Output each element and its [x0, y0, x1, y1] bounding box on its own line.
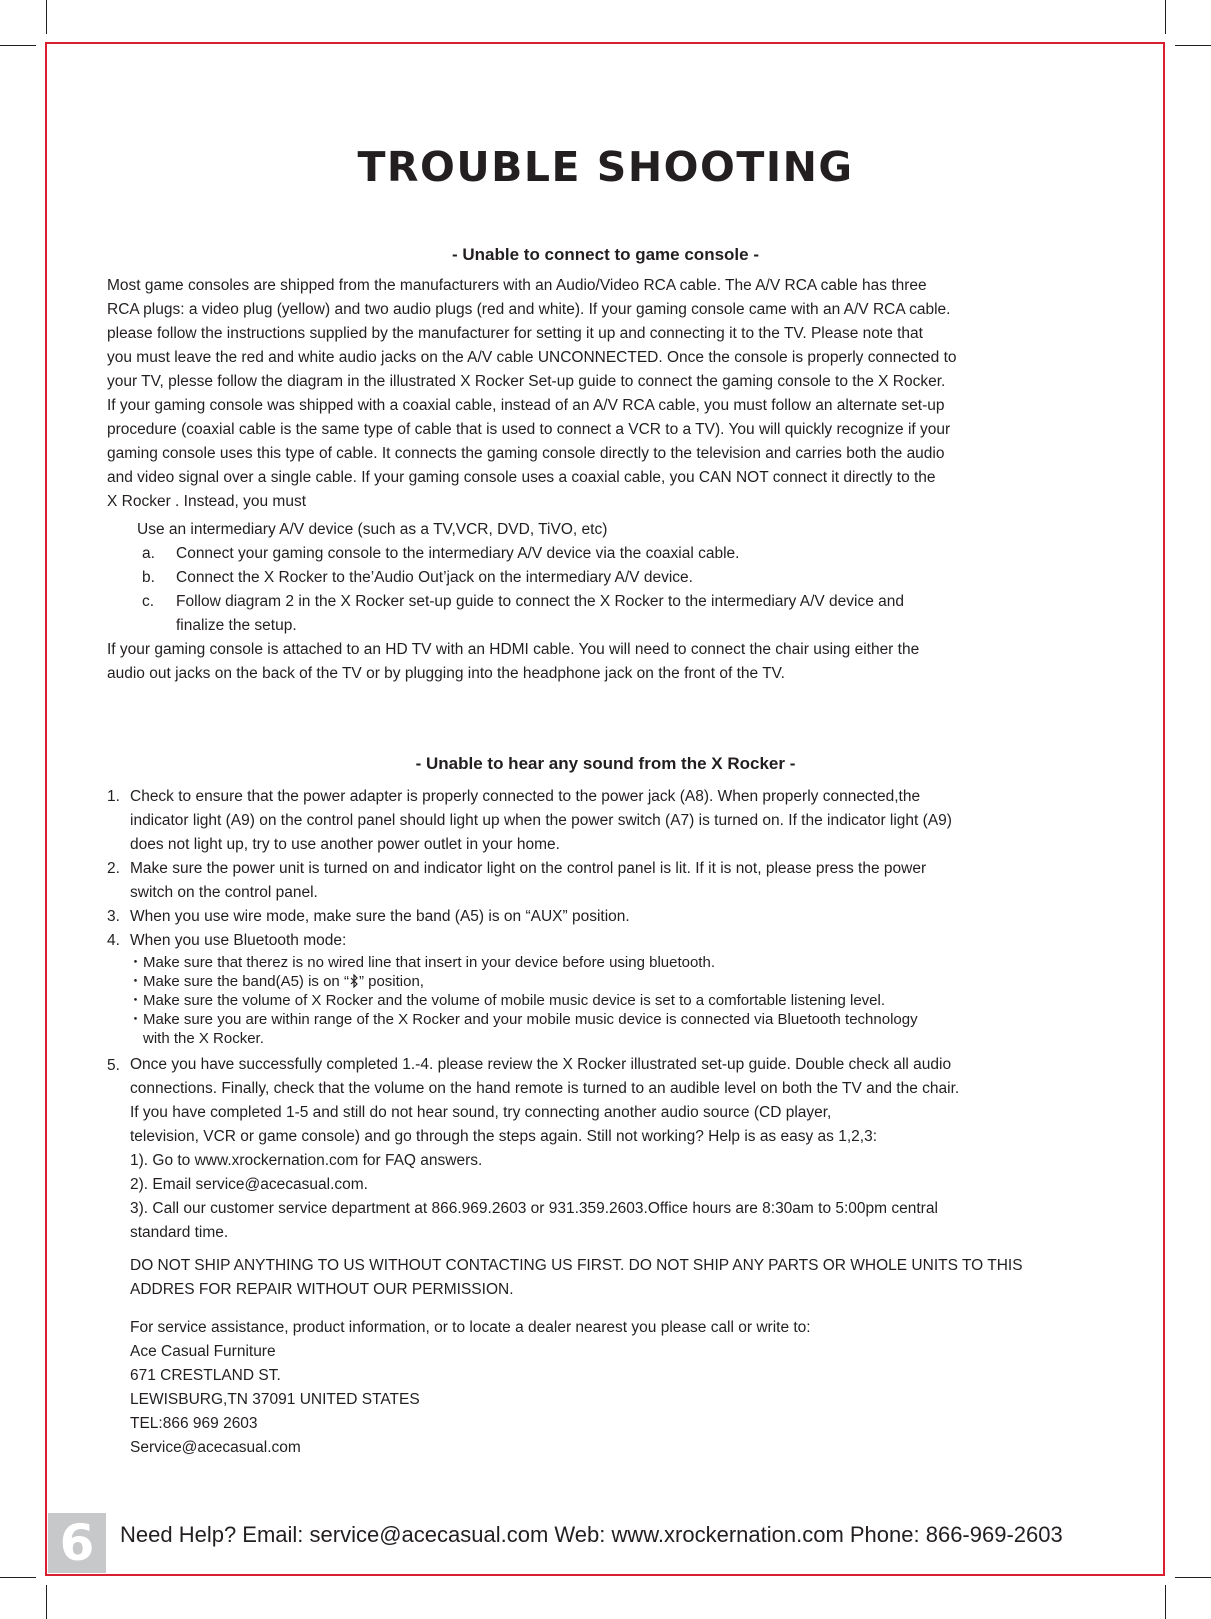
game-console-paragraph	[107, 274, 957, 514]
paragraph-line: Most game consoles are shipped from the manufacturers with an Audio/Video RCA cable. The A/V RCA cable has three	[107, 277, 927, 294]
bullet-text: ・Make sure the band(A5) is on “	[128, 973, 349, 990]
contact-info	[130, 1316, 811, 1460]
contact-line: For service assistance, product information, or to locate a dealer nearest you please call or write to:	[130, 1319, 811, 1336]
contact-address: 671 CRESTLAND ST.	[130, 1367, 281, 1384]
troubleshoot-item-4	[130, 929, 346, 953]
bluetooth-bullet-continued: with the X Rocker.	[143, 1030, 264, 1047]
step-letter: c.	[142, 593, 155, 610]
item-number: 4.	[107, 932, 120, 949]
troubleshoot-item-3	[130, 905, 630, 929]
bullet-text: ” position,	[358, 973, 424, 990]
warning-line: ADDRES FOR REPAIR WITHOUT OUR PERMISSION.	[130, 1281, 514, 1298]
step-text: finalize the setup.	[176, 617, 297, 634]
section-heading-no-sound: - Unable to hear any sound from the X Rocker -	[415, 754, 796, 773]
crop-mark	[1165, 1585, 1166, 1619]
item-line: Make sure the power unit is turned on and indicator light on the control panel is lit. If it is not, please press the power	[130, 860, 927, 877]
item-line: standard time.	[130, 1224, 229, 1241]
paragraph-line: audio out jacks on the back of the TV or by plugging into the headphone jack on the front of the TV.	[107, 665, 785, 682]
step-letter: b.	[142, 569, 155, 586]
item-number: 5.	[107, 1057, 120, 1074]
contact-company: Ace Casual Furniture	[130, 1343, 276, 1360]
bluetooth-icon	[349, 974, 359, 988]
bluetooth-bullet: ・Make sure you are within range of the X Rocker and your mobile music device is connected via Bluetooth technology	[128, 1011, 918, 1028]
item-number: 1.	[107, 788, 120, 805]
item-line: indicator light (A9) on the control panel should light up when the power switch (A7) is turned on. If the indicator light (A9)	[130, 812, 952, 829]
crop-mark	[0, 1577, 36, 1578]
warning-line: DO NOT SHIP ANYTHING TO US WITHOUT CONTACTING US FIRST. DO NOT SHIP ANY PARTS OR WHOLE UNITS TO THIS	[130, 1257, 1023, 1274]
intermediary-device-text: Use an intermediary A/V device (such as a TV,VCR, DVD, TiVO, etc)	[137, 521, 608, 538]
item-line: switch on the control panel.	[130, 884, 318, 901]
paragraph-line: RCA plugs: a video plug (yellow) and two audio plugs (red and white). If your gaming console came with an A/V RCA cable.	[107, 301, 951, 318]
step-text: Connect the X Rocker to the’Audio Out’jack on the intermediary A/V device.	[176, 569, 693, 586]
step-text: Connect your gaming console to the intermediary A/V device via the coaxial cable.	[176, 545, 740, 562]
contact-email: Service@acecasual.com	[130, 1439, 301, 1456]
item-line: connections. Finally, check that the volume on the hand remote is turned to an audible level on both the TV and the chair.	[130, 1080, 960, 1097]
item-line: television, VCR or game console) and go through the steps again. Still not working? Help is as easy as 1,2,3:	[130, 1128, 877, 1145]
item-number: 3.	[107, 908, 120, 925]
item-line: Once you have successfully completed 1.-4. please review the X Rocker illustrated set-up guide. Double check all audio	[130, 1056, 952, 1073]
item-line: does not light up, try to use another power outlet in your home.	[130, 836, 560, 853]
help-footer: Need Help? Email: service@acecasual.com Web: www.xrockernation.com Phone: 866-969-2603	[120, 1522, 1063, 1547]
item-line: When you use wire mode, make sure the band (A5) is on “AUX” position.	[130, 908, 630, 925]
troubleshoot-item-5	[130, 1053, 959, 1245]
crop-mark	[1175, 1577, 1211, 1578]
step-text: Follow diagram 2 in the X Rocker set-up guide to connect the X Rocker to the intermediary A/V device and	[176, 593, 905, 610]
paragraph-line: X Rocker . Instead, you must	[107, 493, 307, 510]
crop-mark	[46, 1585, 47, 1619]
page-number: 6	[48, 1513, 106, 1573]
crop-mark	[0, 45, 36, 46]
hdmi-paragraph	[107, 638, 919, 686]
crop-mark	[1175, 45, 1211, 46]
section-heading-game-console: - Unable to connect to game console -	[452, 245, 759, 264]
paragraph-line: and video signal over a single cable. If your gaming console uses a coaxial cable, you CAN NOT connect it directly to the	[107, 469, 936, 486]
crop-mark	[1165, 0, 1166, 34]
bluetooth-bullet	[128, 972, 424, 991]
item-line: 2). Email service@acecasual.com.	[130, 1176, 368, 1193]
paragraph-line: If your gaming console is attached to an HD TV with an HDMI cable. You will need to connect the chair using either the	[107, 641, 920, 658]
paragraph-line: please follow the instructions supplied by the manufacturer for setting it up and connecting it to the TV. Please note that	[107, 325, 923, 342]
item-line: When you use Bluetooth mode:	[130, 932, 347, 949]
paragraph-line: procedure (coaxial cable is the same type of cable that is used to connect a VCR to a TV). You will quickly recognize if your	[107, 421, 951, 438]
paragraph-line: If your gaming console was shipped with a coaxial cable, instead of an A/V RCA cable, you must follow an alternate set-up	[107, 397, 945, 414]
paragraph-line: your TV, plesse follow the diagram in the illustrated X Rocker Set-up guide to connect the gaming console to the X Rocker.	[107, 373, 946, 390]
item-number: 2.	[107, 860, 120, 877]
step-letter: a.	[142, 545, 155, 562]
item-line: 3). Call our customer service department at 866.969.2603 or 931.359.2603.Office hours are 8:30am to 5:00pm central	[130, 1200, 938, 1217]
item-line: If you have completed 1-5 and still do not hear sound, try connecting another audio source (CD player,	[130, 1104, 832, 1121]
troubleshoot-item-2	[130, 857, 926, 905]
item-line: 1). Go to www.xrockernation.com for FAQ answers.	[130, 1152, 483, 1169]
contact-phone: TEL:866 969 2603	[130, 1415, 258, 1432]
bluetooth-bullet: ・Make sure that therez is no wired line that insert in your device before using bluetooth.	[128, 954, 715, 971]
page-title: TROUBLE SHOOTING	[357, 143, 854, 191]
crop-mark	[46, 0, 47, 34]
bluetooth-bullet: ・Make sure the volume of X Rocker and the volume of mobile music device is set to a comfortable listening level.	[128, 992, 886, 1009]
item-line: Check to ensure that the power adapter is properly connected to the power jack (A8). When properly connected,the	[130, 788, 921, 805]
paragraph-line: gaming console uses this type of cable. It connects the gaming console directly to the television and carries both the audio	[107, 445, 945, 462]
shipping-warning	[130, 1254, 1023, 1302]
paragraph-line: you must leave the red and white audio jacks on the A/V cable UNCONNECTED. Once the console is properly connected to	[107, 349, 957, 366]
contact-city: LEWISBURG,TN 37091 UNITED STATES	[130, 1391, 420, 1408]
troubleshoot-item-1	[130, 785, 952, 857]
